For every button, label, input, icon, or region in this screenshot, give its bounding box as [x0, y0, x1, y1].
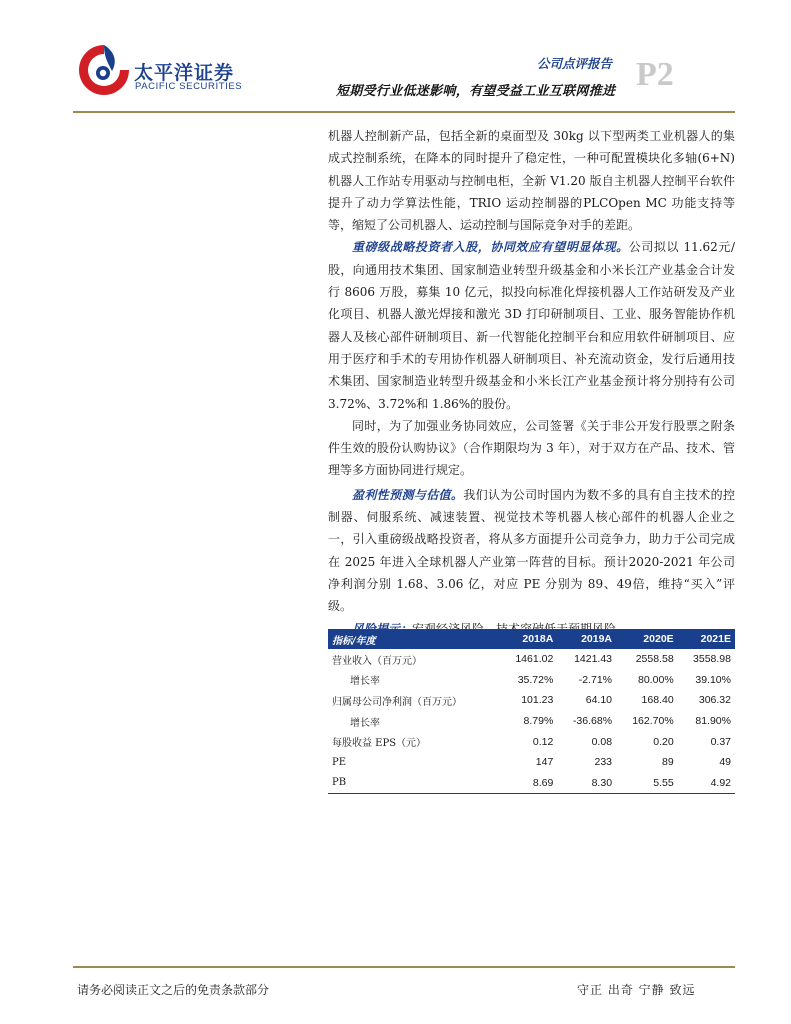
table-cell: 5.55	[616, 773, 678, 794]
report-title: 短期受行业低迷影响，有望受益工业互联网推进	[336, 84, 616, 99]
table-row	[328, 731, 735, 752]
row-label: 每股收益 EPS（元）	[332, 738, 427, 750]
row-label: PB	[328, 773, 500, 794]
paragraph-investors	[328, 236, 735, 414]
paragraph-products: 机器人控制新产品，包括全新的桌面型及 30kg 以下型两类工业机器人的集成式控制系统，在降本的同时提升了稳定性，一种可配置模块化多轴(6+N)机器人工作站专用驱动与控制电柜，全新 V1.20 版自主机器人控制平台软件提升了动力学算法性能，TRIO 运动控制器的PLCOpen MC 功能支持等等，缩短了公司机器人、运动控制与国际竞争对手的差距。	[328, 129, 735, 233]
table-cell: 162.70%	[632, 715, 674, 728]
table-cell: 39.10%	[695, 673, 731, 686]
table-header-row	[328, 629, 735, 649]
table-header-cell: 2018A	[500, 629, 557, 649]
paragraph-forecast	[328, 484, 735, 618]
footer-divider	[73, 966, 735, 968]
table-cell: 168.40	[641, 694, 674, 707]
table-cell: 8.30	[557, 773, 616, 794]
forecast-highlight: 盈利性预测与估值。	[352, 487, 464, 502]
table-header-cell: 2020E	[616, 629, 678, 649]
investors-text: 公司拟以 11.62元/股，向通用技术集团、国家制造业转型升级基金和小米长江产业基金合计发行 8606 万股，募集 10 亿元，拟投向标准化焊接机器人工作站研发及产业化项目、机器人激光焊接和激光 3D 打印研制项目、工业、服务智能协作机器人及核心部件研制项目、新一代智能化控制平台和应用软件研制项目、应用于医疗和手术的专用协作机器人研制项目、补充流动资金，发行后通用技术集团、国家制造业转型升级基金和小米长江产业基金预计将分别持有公司 3.72%、3.72%和 1.86%的股份。	[328, 240, 735, 411]
table-row	[328, 670, 735, 691]
page-number: P2	[636, 56, 674, 93]
table-cell: 8.79%	[523, 715, 554, 728]
table-cell: 0.20	[653, 735, 674, 748]
table-cell: 4.92	[678, 773, 735, 794]
table-cell: 35.72%	[517, 673, 554, 686]
table-cell: 8.69	[500, 773, 557, 794]
table-cell: 3558.98	[693, 653, 731, 666]
brand-name: 太平洋证券	[134, 62, 235, 84]
body-text	[328, 125, 735, 640]
table-header-cell: 指标/年度	[328, 629, 500, 649]
table-header-cell: 2019A	[557, 629, 616, 649]
table-header-cell: 2021E	[678, 629, 735, 649]
company-logo	[74, 41, 134, 99]
table-row	[328, 773, 735, 794]
table-cell: 2558.58	[635, 653, 674, 666]
table-cell: 233	[594, 756, 613, 769]
paragraph-synergy: 同时，为了加强业务协同效应，公司签署《关于非公开发行股票之附条件生效的股份认购协议》（合作期限均为 3 年），对于双方在产品、技术、管理等多方面协同进行规定。	[328, 418, 735, 478]
row-label: 归属母公司净利润（百万元）	[332, 696, 462, 708]
table-cell: 147	[535, 756, 554, 769]
forecast-text: 我们认为公司时国内为数不多的具有自主技术的控制器、伺服系统、减速装置、视觉技术等机器人核心部件的机器人企业之一，引入重磅级战略投资者，将从多方面提升公司竞争力，助力于公司完成在 2025 年进入全球机器人产业第一阵营的目标。预计2020-2021 年公司净利润分别 1.68、3.06 亿，对应 PE 分别为 89、49倍，维持“买入”评级。	[328, 487, 735, 614]
table-cell: 0.08	[591, 735, 613, 748]
row-label: 增长率	[350, 676, 380, 688]
investors-highlight: 重磅级战略投资者入股，协同效应有望明显体现。	[352, 240, 629, 255]
table-cell: 64.10	[585, 694, 613, 707]
table-cell: 0.12	[532, 735, 554, 748]
table-cell: 80.00%	[638, 673, 674, 686]
report-type: 公司点评报告	[537, 56, 613, 71]
table-cell: 81.90%	[695, 715, 731, 728]
row-label: 营业收入（百万元）	[332, 655, 422, 667]
table-row	[328, 649, 735, 670]
table-cell: -36.68%	[572, 715, 613, 728]
table-cell: 49	[719, 756, 731, 769]
table-cell: 89	[661, 756, 674, 769]
table-row	[328, 690, 735, 711]
row-label: PE	[332, 756, 347, 768]
table-cell: 0.37	[710, 735, 731, 748]
table-cell: 1461.02	[515, 653, 554, 666]
header-divider	[73, 111, 735, 113]
table-cell: -2.71%	[578, 673, 613, 686]
financial-forecast-table	[328, 629, 735, 794]
table-cell: 1421.43	[574, 653, 613, 666]
table-row	[328, 752, 735, 773]
disclaimer-text: 请务必阅读正文之后的免责条款部分	[77, 983, 270, 997]
table-cell: 306.32	[698, 694, 731, 707]
row-label: 增长率	[350, 717, 380, 729]
brand-name-en: PACIFIC SECURITIES	[135, 81, 243, 92]
table-cell: 101.23	[521, 694, 554, 707]
company-motto: 守正 出奇 宁静 致远	[577, 983, 696, 997]
table-row	[328, 711, 735, 732]
